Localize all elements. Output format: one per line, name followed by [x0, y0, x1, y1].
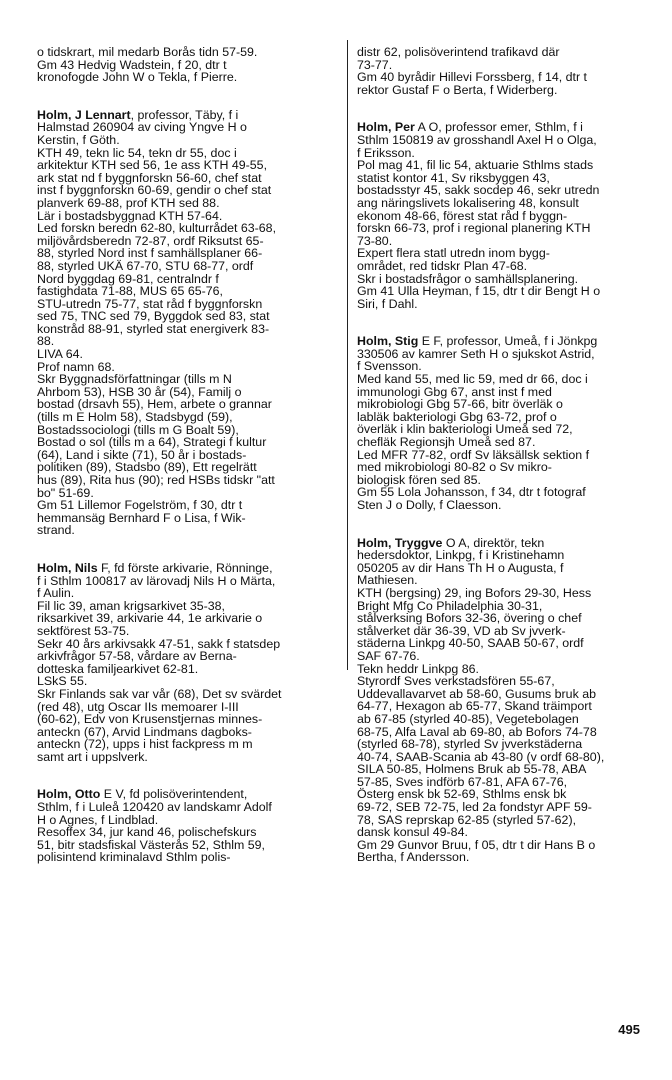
- entry-text: STU-utredn 75-77, stat råd f byggnforskn: [37, 296, 263, 311]
- entry-text: 73-80.: [357, 233, 393, 248]
- biography-entry: [357, 121, 657, 310]
- entry-text: Skr Byggnadsförfattningar (tills m N: [37, 372, 232, 387]
- entry-text: området, red tidskr Plan 47-68.: [357, 258, 528, 273]
- entry-text: labläk bakteriologi Gbg 63-72, prof o: [357, 409, 557, 424]
- entry-text: SAF 67-76.: [357, 648, 420, 663]
- entry-text: Led forskn beredn 62-80, kulturrådet 63-68,: [37, 221, 277, 236]
- entry-text: Lär i bostadsbyggnad KTH 57-64.: [37, 208, 223, 223]
- entry-text: A O, professor emer, Sthlm, f i: [414, 120, 583, 135]
- entry-text: Österg ensk bk 52-69, Sthlms ensk bk: [357, 787, 567, 802]
- entry-text: med mikrobiologi 80-82 o Sv mikro-: [357, 460, 552, 475]
- entry-text: anteckn (67), Arvid Lindmans dagboks-: [37, 724, 252, 739]
- entry-text: Styrordf Sves verkstadsfören 55-67,: [357, 674, 555, 689]
- entry-text: ark stat nd f byggnforskn 56-60, chef stat: [37, 170, 262, 185]
- entry-line: [357, 499, 657, 512]
- entry-text: E V, fd polisöverintendent,: [100, 787, 248, 802]
- entry-text: sektförest 53-75.: [37, 623, 130, 638]
- entry-name: Holm, Nils: [37, 560, 98, 575]
- entry-text: riksarkivet 39, arkivarie 44, 1e arkivarie o: [37, 611, 263, 626]
- entry-text: Gm 29 Gunvor Bruu, f 05, dtr t dir Hans B o: [357, 837, 596, 852]
- entry-text: f i Sthlm 100817 av lärovadj Nils H o Märta,: [37, 573, 276, 588]
- entry-text: hus (89), Rita hus (90); red HSBs tidskr "att: [37, 473, 275, 487]
- biography-entry: [37, 788, 337, 864]
- page-number: 495: [618, 1022, 640, 1037]
- entry-text: Sthlm, f i Luleå 120420 av landskamr Adolf: [37, 800, 272, 815]
- entry-text: (tills m E Holm 58), Stadsbygd (59),: [37, 410, 233, 425]
- entry-text: LSkS 55.: [37, 674, 88, 689]
- entry-text: dansk konsul 49-84.: [357, 825, 468, 840]
- entry-text: forskn 66-73, prof i regional planering KTH: [357, 221, 591, 236]
- entry-text: (64), Land i sikte (71), 50 år i bostads-: [37, 447, 247, 462]
- entry-text: Fil lic 39, aman krigsarkivet 35-38,: [37, 598, 225, 613]
- entry-text: f Eriksson.: [357, 145, 415, 160]
- entry-text: 88, styrled Nord inst f samhällsplaner 66-: [37, 246, 263, 261]
- entry-text: Bostadssociologi (tills m G Boalt 59),: [37, 422, 239, 437]
- entry-text: polisintend kriminalavd Sthlm polis-: [37, 850, 231, 865]
- entry-text: 40-74, SAAB-Scania ab 43-80 (v ordf 68-80),: [357, 749, 605, 764]
- entry-text: ab 67-85 (styrled 40-85), Vegetebolagen: [357, 711, 579, 726]
- entry-text: kronofogde John W o Tekla, f Pierre.: [37, 70, 238, 85]
- entry-text: mikrobiologi Gbg 57-66, bitr överläk o: [357, 397, 563, 412]
- entry-line: [37, 512, 337, 525]
- entry-name: Holm, Otto: [37, 787, 101, 802]
- entry-line: [357, 298, 657, 311]
- entry-text: 330506 av kamrer Seth H o sjukskot Astrid,: [357, 346, 595, 361]
- entry-text: ang näringslivets lokalisering 48, konsult: [357, 195, 579, 210]
- entry-text: arkivfrågor 57-58, vårdare av Berna-: [37, 649, 237, 664]
- entry-text: immunologi Gbg 67, anst inst f med: [357, 384, 552, 399]
- right-column: [357, 46, 657, 889]
- entry-text: 69-72, SEB 72-75, led 2a fondstyr APF 59-: [357, 800, 592, 815]
- entry-text: Gm 51 Lillemor Fogelström, f 30, dtr t: [37, 498, 243, 513]
- entry-line: [357, 222, 657, 235]
- entry-text: Med kand 55, med lic 59, med dr 66, doc i: [357, 372, 588, 387]
- entry-text: f Aulin.: [37, 586, 75, 601]
- column-divider: [347, 40, 348, 670]
- entry-text: Expert flera statl utredn inom bygg-: [357, 246, 550, 261]
- entry-line: [37, 751, 337, 764]
- entry-text: Sthlm 150819 av grosshandl Axel H o Olga,: [357, 132, 597, 147]
- entry-text: Skr i bostadsfrågor o samhällsplanering.: [357, 271, 579, 286]
- entry-text: konstråd 88-91, styrled stat energiverk 83-: [37, 321, 270, 336]
- entry-text: 64-77, Hexagon ab 65-77, Skand träimport: [357, 699, 592, 714]
- entry-text: miljövårdsberedn 72-87, ordf Riksutst 65-: [37, 233, 264, 248]
- entry-line: [357, 46, 657, 59]
- entry-text: E F, professor, Umeå, f i Jönkpg: [418, 334, 598, 349]
- entry-line: [37, 524, 337, 537]
- entry-text: chefläk Regionsjh Umeå sed 87.: [357, 435, 536, 450]
- entry-text: (red 48), utg Oscar IIs memoarer I-III: [37, 699, 239, 714]
- entry-text: Halmstad 260904 av civing Yngve H o: [37, 120, 247, 135]
- entry-text: Uddevallavarvet ab 58-60, Gusums bruk ab: [357, 686, 596, 701]
- entry-text: Resoffex 34, jur kand 46, polischefskurs: [37, 825, 257, 840]
- entry-text: (60-62), Edv von Krusenstjernas minnes-: [37, 712, 263, 727]
- entry-text: Siri, f Dahl.: [357, 296, 418, 311]
- entry-text: stålverksing Bofors 32-36, övering o chef: [357, 611, 582, 626]
- entry-text: f Svensson.: [357, 359, 422, 374]
- entry-text: politiken (89), Stadsbo (89), Ett regelrätt: [37, 460, 257, 475]
- entry-text: sed 75, TNC sed 79, Byggdok sed 83, stat: [37, 309, 270, 324]
- entry-text: rektor Gustaf F o Berta, f Widerberg.: [357, 82, 558, 97]
- entry-name: Holm, J Lennart: [37, 107, 131, 122]
- entry-text: 78, SAS reprskap 62-85 (styrled 57-62),: [357, 812, 577, 827]
- entry-name: Holm, Per: [357, 120, 415, 135]
- entry-text: F, fd förste arkivarie, Rönninge,: [97, 560, 273, 575]
- entry-text: Bright Mfg Co Philadelphia 30-31,: [357, 598, 543, 613]
- entry-text: städerna Linkpg 40-50, SAAB 50-67, ordf: [357, 636, 584, 651]
- entry-text: Ahrbom 53), HSB 30 år (54), Familj o: [37, 384, 242, 399]
- entry-text: Pol mag 41, fil lic 54, aktuarie Sthlms stads: [357, 158, 594, 173]
- entry-text: 88, styrled UKÄ 67-70, STU 68-77, ordf: [37, 258, 254, 273]
- entry-text: Sekr 40 års arkivsakk 47-51, sakk f statsdep: [37, 636, 281, 651]
- biography-entry: [357, 335, 657, 511]
- entry-text: 73-77.: [357, 57, 393, 72]
- entry-text: Sten J o Dolly, f Claesson.: [357, 498, 502, 512]
- entry-text: Gm 40 byrådir Hillevi Forssberg, f 14, dtr t: [357, 70, 587, 85]
- entry-line: [37, 575, 337, 588]
- entry-text: SILA 50-85, Holmens Bruk ab 55-78, ABA: [357, 762, 587, 777]
- entry-text: , professor, Täby, f i: [130, 107, 239, 122]
- biography-entry: [37, 109, 337, 537]
- entry-text: 88.: [37, 334, 55, 349]
- entry-text: Gm 41 Ulla Heyman, f 15, dtr t dir Bengt H o: [357, 284, 601, 299]
- entry-text: Nord byggdag 69-81, centralndr f: [37, 271, 219, 286]
- entry-text: bostadsstyr 45, sakk socdep 46, sekr utredn: [357, 183, 600, 198]
- entry-text: strand.: [37, 523, 75, 538]
- entry-text: o tidskrart, mil medarb Borås tidn 57-59.: [37, 45, 258, 59]
- entry-line: [37, 71, 337, 84]
- entry-text: Gm 55 Lola Johansson, f 34, dtr t fotograf: [357, 485, 586, 500]
- entry-text: Led MFR 77-82, ordf Sv läksällsk sektion f: [357, 447, 590, 462]
- biography-entry: [357, 46, 657, 96]
- entry-text: 050205 av dir Hans Th H o Augusta, f: [357, 560, 564, 575]
- entry-text: överläk i klin bakteriologi Umeå sed 72,: [357, 422, 573, 437]
- entry-text: KTH (bergsing) 29, ing Bofors 29-30, Hess: [357, 585, 592, 600]
- entry-text: LIVA 64.: [37, 347, 83, 362]
- entry-text: Mathiesen.: [357, 573, 418, 588]
- entry-text: H o Agnes, f Lindblad.: [37, 812, 159, 827]
- entry-line: [357, 851, 657, 864]
- entry-text: Skr Finlands sak var vår (68), Det sv svärdet: [37, 686, 282, 701]
- entry-line: [37, 323, 337, 336]
- entry-line: [37, 851, 337, 864]
- entry-text: inst f byggnforskn 60-69, gendir o chef stat: [37, 183, 272, 198]
- entry-name: Holm, Stig: [357, 334, 419, 349]
- entry-text: Gm 43 Hedvig Wadstein, f 20, dtr t: [37, 57, 227, 72]
- entry-text: KTH 49, tekn lic 54, tekn dr 55, doc i: [37, 145, 237, 160]
- entry-text: 51, bitr stadsfiskal Västerås 52, Sthlm 59,: [37, 837, 265, 852]
- entry-text: Tekn heddr Linkpg 86.: [357, 661, 479, 676]
- biography-entry: [37, 46, 337, 84]
- entry-text: 57-85, Sves indförb 67-81, AFA 67-76,: [357, 774, 568, 789]
- entry-text: anteckn (72), upps i hist fackpress m m: [37, 737, 253, 752]
- entry-text: Kerstin, f Göth.: [37, 132, 120, 147]
- entry-text: biologisk fören sed 85.: [357, 472, 481, 487]
- entry-text: bostad (drsavh 55), Hem, arbete o grannar: [37, 397, 272, 412]
- entry-text: planverk 69-88, prof KTH sed 88.: [37, 195, 220, 210]
- entry-text: O A, direktör, tekn: [442, 535, 545, 550]
- entry-text: 68-75, Alfa Laval ab 69-80, ab Bofors 74-78: [357, 724, 597, 739]
- entry-text: ekonom 48-66, förest stat råd f byggn-: [357, 208, 568, 223]
- entry-text: Bertha, f Andersson.: [357, 850, 470, 865]
- entry-text: distr 62, polisöverintend trafikavd där: [357, 45, 560, 59]
- entry-name: Holm, Tryggve: [357, 535, 443, 550]
- entry-text: bo" 51-69.: [37, 485, 94, 500]
- entry-text: dotteska familjearkivet 62-81.: [37, 661, 199, 676]
- entry-text: stålverket där 36-39, VD ab Sv jvverk-: [357, 623, 566, 638]
- entry-text: fastighdata 71-88, MUS 65 65-76,: [37, 284, 223, 299]
- entry-text: statist kontor 41, Sv riksbyggen 43,: [357, 170, 550, 185]
- left-column: [37, 46, 337, 889]
- entry-text: arkitektur KTH sed 56, 1e ass KTH 49-55,: [37, 158, 268, 173]
- entry-text: hedersdoktor, Linkpg, f i Kristinehamn: [357, 548, 565, 563]
- biography-entry: [37, 562, 337, 764]
- entry-text: Prof namn 68.: [37, 359, 115, 374]
- biography-entry: [357, 537, 657, 864]
- entry-line: [357, 84, 657, 97]
- entry-text: hemmansäg Bernhard F o Lisa, f Wik-: [37, 510, 246, 525]
- entry-text: (styrled 68-78), styrled Sv jvverkstäderna: [357, 737, 583, 752]
- entry-text: Bostad o sol (tills m a 64), Strategi f kultur: [37, 435, 267, 450]
- entry-text: samt art i uppslverk.: [37, 749, 148, 764]
